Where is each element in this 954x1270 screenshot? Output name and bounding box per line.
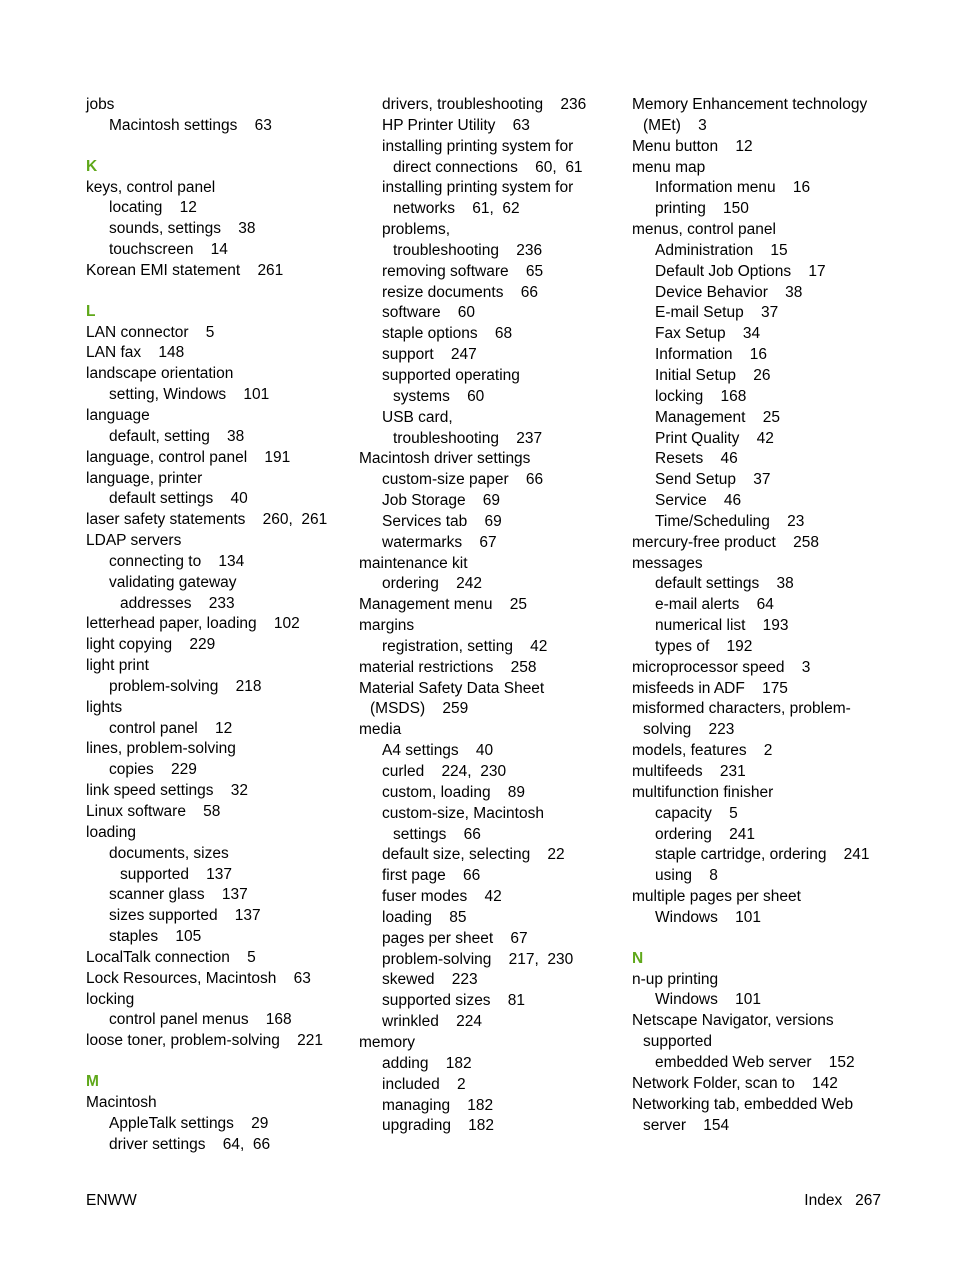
index-entry: media	[359, 721, 402, 739]
index-entry: multifunction finisher	[632, 783, 774, 801]
index-entry: n-up printing	[632, 970, 719, 988]
index-subentry: upgrading 182	[382, 1117, 495, 1135]
index-subentry: sizes supported 137	[109, 907, 261, 925]
index-subentry: Device Behavior 38	[655, 283, 803, 301]
index-subentry: fuser modes 42	[382, 888, 502, 906]
index-subentry: Resets 46	[655, 450, 738, 468]
index-subentry: using 8	[655, 867, 718, 885]
index-subentry: Management 25	[655, 408, 780, 426]
index-section-letter: L	[86, 302, 96, 320]
index-entry: multifeeds 231	[632, 763, 746, 780]
index-subentry: control panel menus 168	[109, 1011, 292, 1029]
index-subentry: e-mail alerts 64	[655, 596, 774, 614]
index-entry: keys, control panel	[86, 178, 216, 196]
index-subentry: supported sizes 81	[382, 992, 526, 1010]
index-subentry: USB card,	[382, 408, 453, 426]
index-subentry: Time/Scheduling 23	[655, 512, 805, 530]
index-subentry: addresses 233	[120, 594, 235, 612]
index-subentry: adding 182	[382, 1054, 472, 1072]
index-subentry: control panel 12	[109, 719, 233, 737]
index-subentry: systems 60	[393, 387, 485, 405]
index-subentry: numerical list 193	[655, 617, 789, 635]
index-entry: LDAP servers	[86, 532, 182, 550]
index-subentry: capacity 5	[655, 804, 738, 822]
index-entry: Management menu 25	[359, 596, 528, 614]
index-subentry: problem-solving 218	[109, 677, 262, 695]
index-subentry: ordering 241	[655, 825, 755, 843]
index-subentry: settings 66	[393, 825, 481, 843]
index-subentry: supported operating	[382, 366, 520, 384]
index-subentry: staple options 68	[382, 325, 513, 343]
index-entry: Macintosh driver settings	[359, 450, 531, 468]
index-entry: LAN connector 5	[86, 323, 215, 341]
index-subentry: sounds, settings 38	[109, 220, 256, 238]
index-entry: Macintosh	[86, 1093, 157, 1111]
index-subentry: Service 46	[655, 492, 742, 510]
index-subentry: watermarks 67	[382, 533, 497, 551]
index-section-letter: N	[632, 949, 644, 967]
index-subentry: custom-size paper 66	[382, 471, 544, 489]
index-subentry: support 247	[382, 346, 477, 364]
index-subentry: supported	[643, 1033, 712, 1051]
index-column-1	[86, 95, 348, 1156]
index-subentry: AppleTalk settings 29	[109, 1114, 269, 1132]
index-subentry: documents, sizes	[109, 844, 229, 862]
index-subentry: default size, selecting 22	[382, 846, 565, 864]
index-entry: Memory Enhancement technology	[632, 96, 868, 113]
index-subentry: problems,	[382, 221, 451, 239]
index-subentry: server 154	[643, 1116, 730, 1134]
index-subentry: loading 85	[382, 908, 467, 926]
index-subentry: embedded Web server 152	[655, 1053, 855, 1071]
index-entry: menu map	[632, 158, 706, 176]
index-subentry: direct connections 60, 61	[393, 158, 583, 176]
index-subentry: problem-solving 217, 230	[382, 950, 574, 968]
index-subentry: staple cartridge, ordering 241	[655, 846, 870, 864]
index-subentry: A4 settings 40	[382, 742, 494, 760]
index-entry: mercury-free product 258	[632, 533, 819, 551]
index-subentry: Information 16	[655, 346, 768, 364]
index-subentry: troubleshooting 236	[393, 241, 543, 259]
index-entry: messages	[632, 554, 703, 572]
index-subentry: connecting to 134	[109, 552, 245, 570]
index-subentry: touchscreen 14	[109, 241, 228, 259]
index-section-letter: K	[86, 157, 98, 175]
index-entry: multiple pages per sheet	[632, 888, 801, 906]
index-entry: loose toner, problem-solving 221	[86, 1032, 323, 1050]
index-entry: jobs	[86, 96, 115, 113]
index-entry: LAN fax 148	[86, 344, 185, 362]
index-entry: Korean EMI statement 261	[86, 261, 284, 279]
index-subentry: driver settings 64, 66	[109, 1135, 271, 1153]
index-entry: Netscape Navigator, versions	[632, 1012, 834, 1030]
index-entry: Networking tab, embedded Web	[632, 1095, 854, 1113]
index-subentry: copies 229	[109, 761, 197, 779]
index-subentry: wrinkled 224	[382, 1013, 482, 1031]
index-subentry: Windows 101	[655, 908, 761, 926]
index-subentry: default settings 38	[655, 575, 794, 593]
index-subentry: Default Job Options 17	[655, 262, 826, 280]
index-entry: lines, problem-solving	[86, 740, 236, 758]
index-subentry: locating 12	[109, 199, 197, 217]
index-subentry: validating gateway	[109, 573, 237, 591]
index-subentry: default settings 40	[109, 490, 248, 508]
index-entry: maintenance kit	[359, 554, 468, 572]
index-subentry: removing software 65	[382, 262, 544, 280]
index-subentry: Send Setup 37	[655, 471, 771, 489]
index-entry: locking	[86, 990, 135, 1008]
index-subentry: pages per sheet 67	[382, 929, 528, 947]
index-entry: lights	[86, 698, 123, 716]
index-entry: models, features 2	[632, 742, 773, 760]
index-entry: loading	[86, 823, 136, 841]
index-subentry: solving 223	[643, 721, 735, 739]
index-entry: light copying 229	[86, 636, 216, 654]
index-subentry: locking 168	[655, 387, 747, 405]
footer-left: ENWW	[86, 1192, 137, 1209]
index-subentry: supported 137	[120, 865, 233, 883]
index-entry: Linux software 58	[86, 803, 221, 820]
index-subentry: software 60	[382, 304, 476, 322]
index-subentry: E-mail Setup 37	[655, 304, 779, 322]
index-subentry: custom, loading 89	[382, 783, 526, 801]
index-subentry: (MEt) 3	[643, 116, 707, 134]
footer-page-label: Index 267	[804, 1192, 881, 1209]
index-entry: landscape orientation	[86, 365, 234, 383]
index-entry: Lock Resources, Macintosh 63	[86, 969, 311, 987]
index-subentry: skewed 223	[382, 971, 478, 989]
index-subentry: installing printing system for	[382, 137, 574, 155]
index-subentry: ordering 242	[382, 575, 482, 593]
index-subentry: Print Quality 42	[655, 429, 774, 447]
index-entry: light print	[86, 657, 149, 675]
index-subentry: installing printing system for	[382, 179, 574, 197]
index-subentry: default, setting 38	[109, 427, 245, 445]
index-subentry: Fax Setup 34	[655, 325, 761, 343]
index-entry: language, printer	[86, 469, 203, 487]
index-entry: microprocessor speed 3	[632, 658, 811, 676]
index-subentry: Administration 15	[655, 241, 788, 259]
index-subentry: registration, setting 42	[382, 637, 548, 655]
index-subentry: drivers, troubleshooting 236	[382, 96, 587, 113]
index-section-letter: M	[86, 1073, 99, 1091]
index-entry: Menu button 12	[632, 137, 753, 155]
index-subentry: Job Storage 69	[382, 492, 501, 510]
index-entry: misfeeds in ADF 175	[632, 679, 788, 697]
index-subentry: resize documents 66	[382, 283, 538, 301]
index-subentry: staples 105	[109, 928, 202, 946]
index-subentry: networks 61, 62	[393, 200, 520, 218]
index-subentry: HP Printer Utility 63	[382, 116, 530, 134]
index-entry: language, control panel 191	[86, 448, 291, 466]
index-column-3	[632, 95, 894, 1136]
index-subentry: Services tab 69	[382, 512, 502, 530]
index-subentry: custom-size, Macintosh	[382, 804, 544, 822]
index-subentry: Information menu 16	[655, 179, 811, 197]
index-entry: link speed settings 32	[86, 782, 248, 800]
index-entry: letterhead paper, loading 102	[86, 615, 300, 633]
index-subentry: managing 182	[382, 1096, 494, 1114]
index-entry: memory	[359, 1033, 415, 1051]
index-subentry: scanner glass 137	[109, 886, 248, 904]
index-entry: menus, control panel	[632, 221, 776, 239]
index-entry: language	[86, 406, 150, 424]
index-subentry: printing 150	[655, 200, 749, 218]
index-entry: misformed characters, problem-	[632, 700, 851, 718]
index-subentry: Macintosh settings 63	[109, 116, 272, 134]
index-entry: margins	[359, 617, 415, 635]
index-column-2	[359, 95, 621, 1137]
index-entry: laser safety statements 260, 261	[86, 511, 328, 529]
index-subentry: Windows 101	[655, 991, 761, 1009]
index-entry: LocalTalk connection 5	[86, 948, 256, 966]
index-entry: material restrictions 258	[359, 658, 537, 676]
index-entry: Network Folder, scan to 142	[632, 1074, 838, 1092]
index-subentry: troubleshooting 237	[393, 429, 543, 447]
index-subentry: setting, Windows 101	[109, 386, 270, 404]
index-subentry: first page 66	[382, 867, 481, 885]
index-subentry: (MSDS) 259	[370, 700, 469, 718]
index-subentry: curled 224, 230	[382, 763, 507, 780]
index-subentry: Initial Setup 26	[655, 366, 771, 384]
index-entry: Material Safety Data Sheet	[359, 679, 545, 697]
index-subentry: types of 192	[655, 637, 753, 655]
index-subentry: included 2	[382, 1075, 466, 1093]
